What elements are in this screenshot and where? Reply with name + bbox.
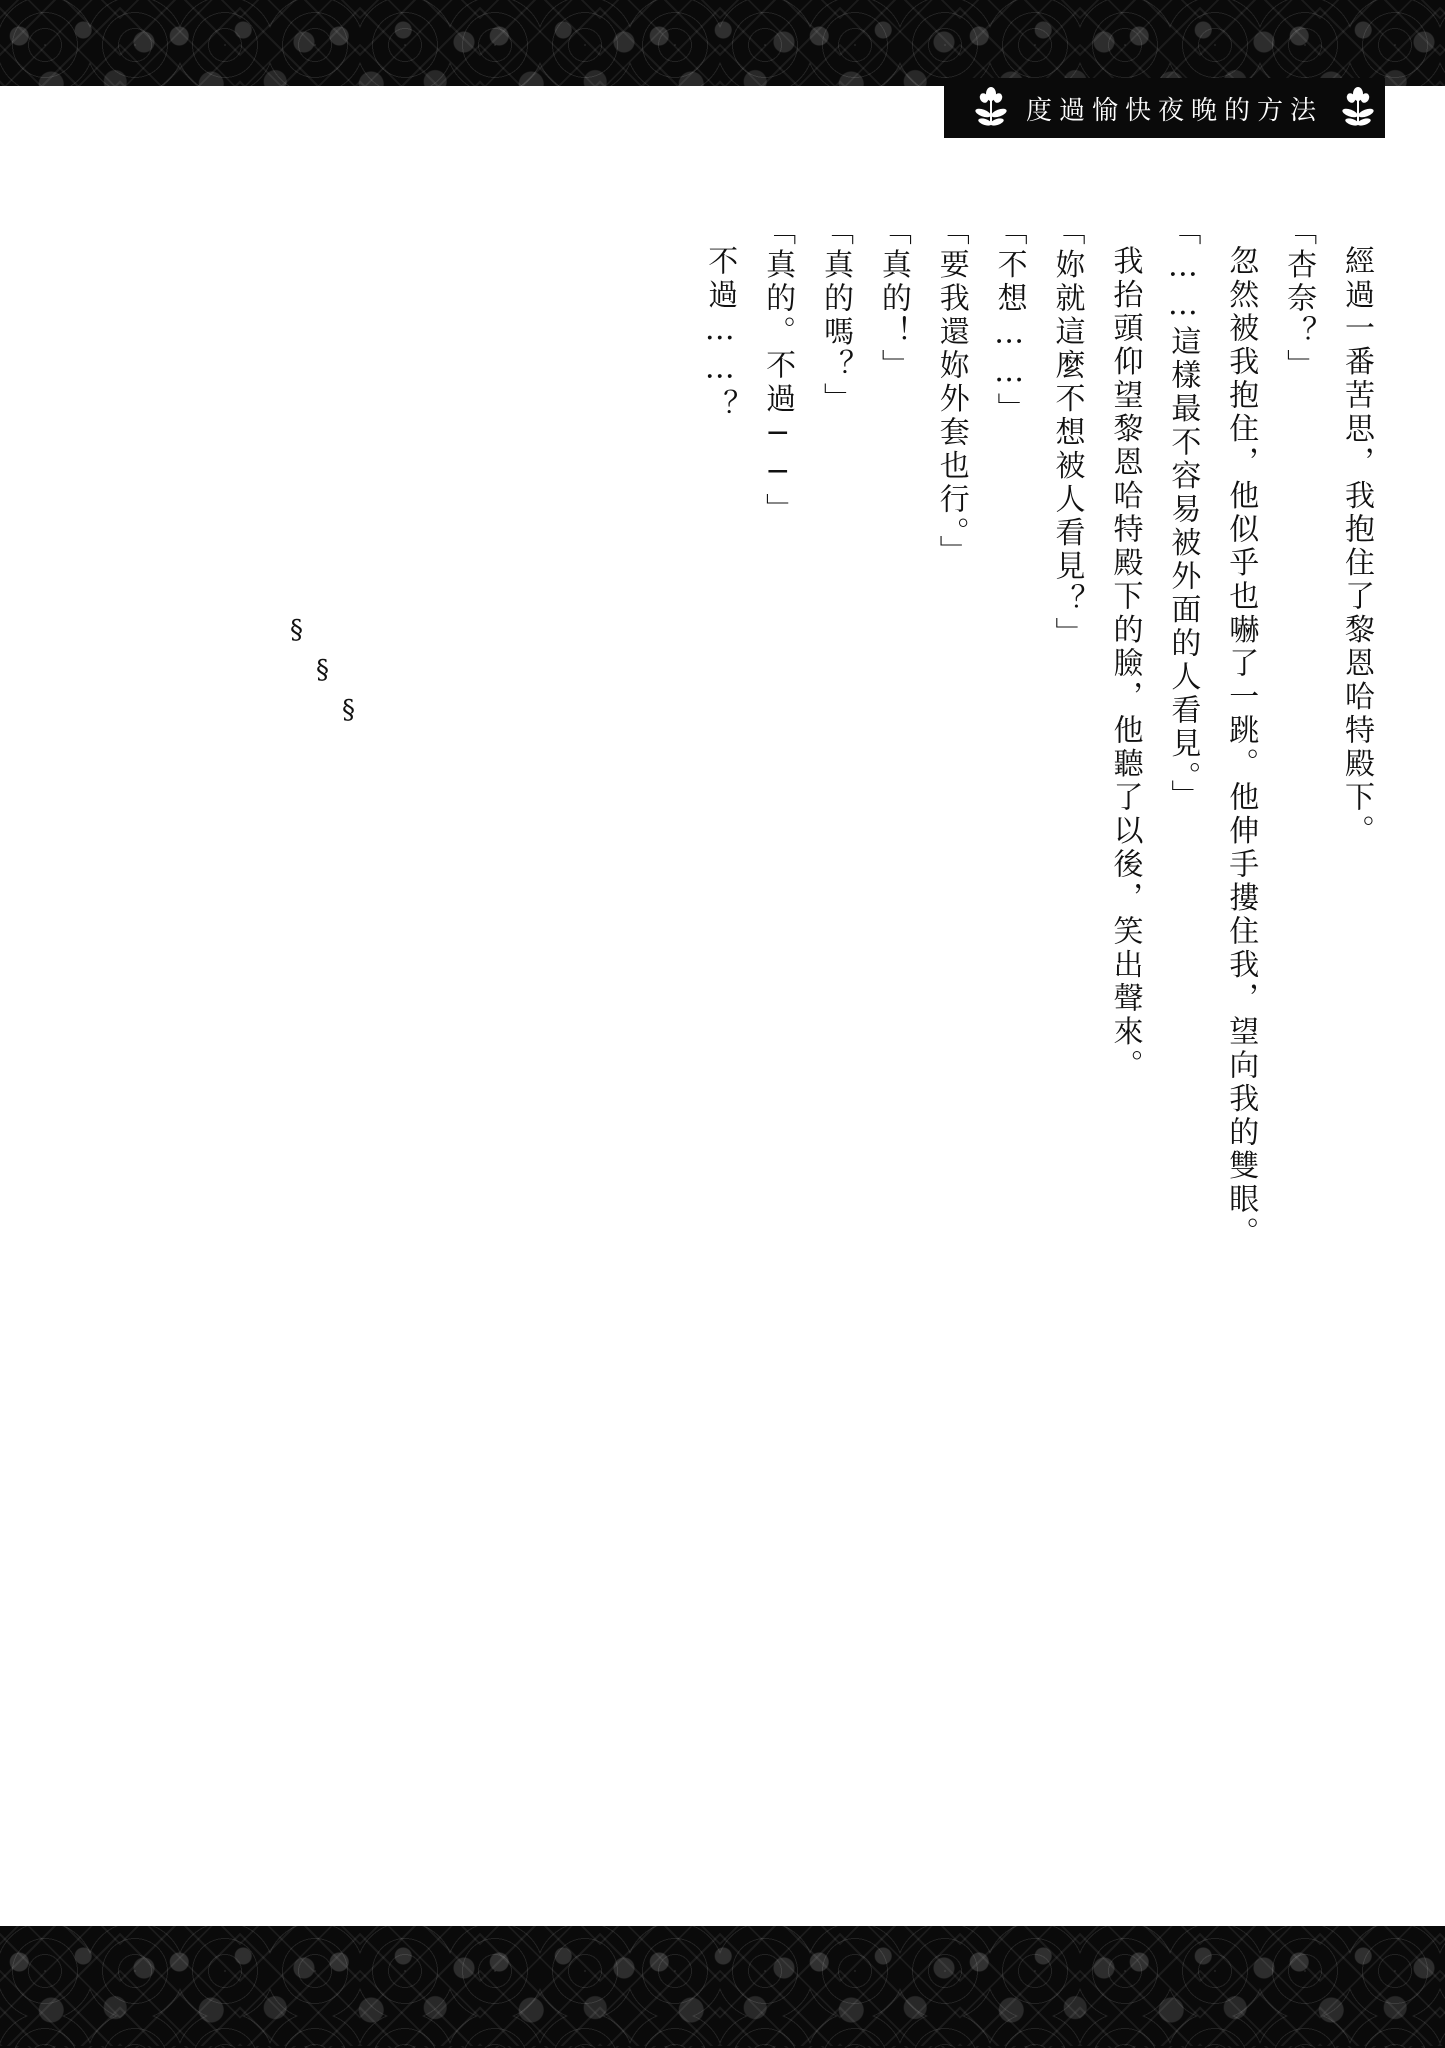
- vertical-text-block: [690, 215, 1385, 1315]
- separator-mark: §: [290, 615, 303, 645]
- text-line: 「真的。不過──」: [760, 215, 796, 527]
- text-line: 我抬頭仰望黎恩哈特殿下的臉，他聽了以後，笑出聲來。: [1107, 245, 1143, 1083]
- text-line: 忽然被我抱住，他似乎也嚇了一跳。他伸手摟住我，望向我的雙眼。: [1223, 245, 1259, 1250]
- flower-sprig-icon-right: [1341, 85, 1375, 131]
- text-line: 「妳就這麼不想被人看見？」: [1049, 215, 1085, 651]
- separator-mark: §: [342, 695, 355, 725]
- text-line: 不過……？: [702, 245, 738, 423]
- text-line: 「杏奈？」: [1281, 215, 1317, 383]
- running-header: [944, 78, 1385, 138]
- header-title-text: 度過愉快夜晚的方法: [1025, 95, 1323, 126]
- bottom-ornamental-band: [0, 1926, 1445, 2048]
- text-line: 「真的嗎？」: [817, 215, 853, 416]
- section-separator: [290, 615, 355, 725]
- separator-mark: §: [316, 655, 329, 685]
- page-body: [80, 215, 1385, 1878]
- flower-sprig-icon-left: [974, 85, 1008, 131]
- text-line: 經過一番苦思，我抱住了黎恩哈特殿下。: [1339, 245, 1374, 848]
- text-line: 「真的！」: [875, 215, 911, 383]
- text-line: 「不想……」: [991, 215, 1027, 426]
- text-line: 「要我還妳外套也行。」: [933, 215, 969, 569]
- text-line: 「……這樣最不容易被外面的人看見。」: [1165, 215, 1201, 813]
